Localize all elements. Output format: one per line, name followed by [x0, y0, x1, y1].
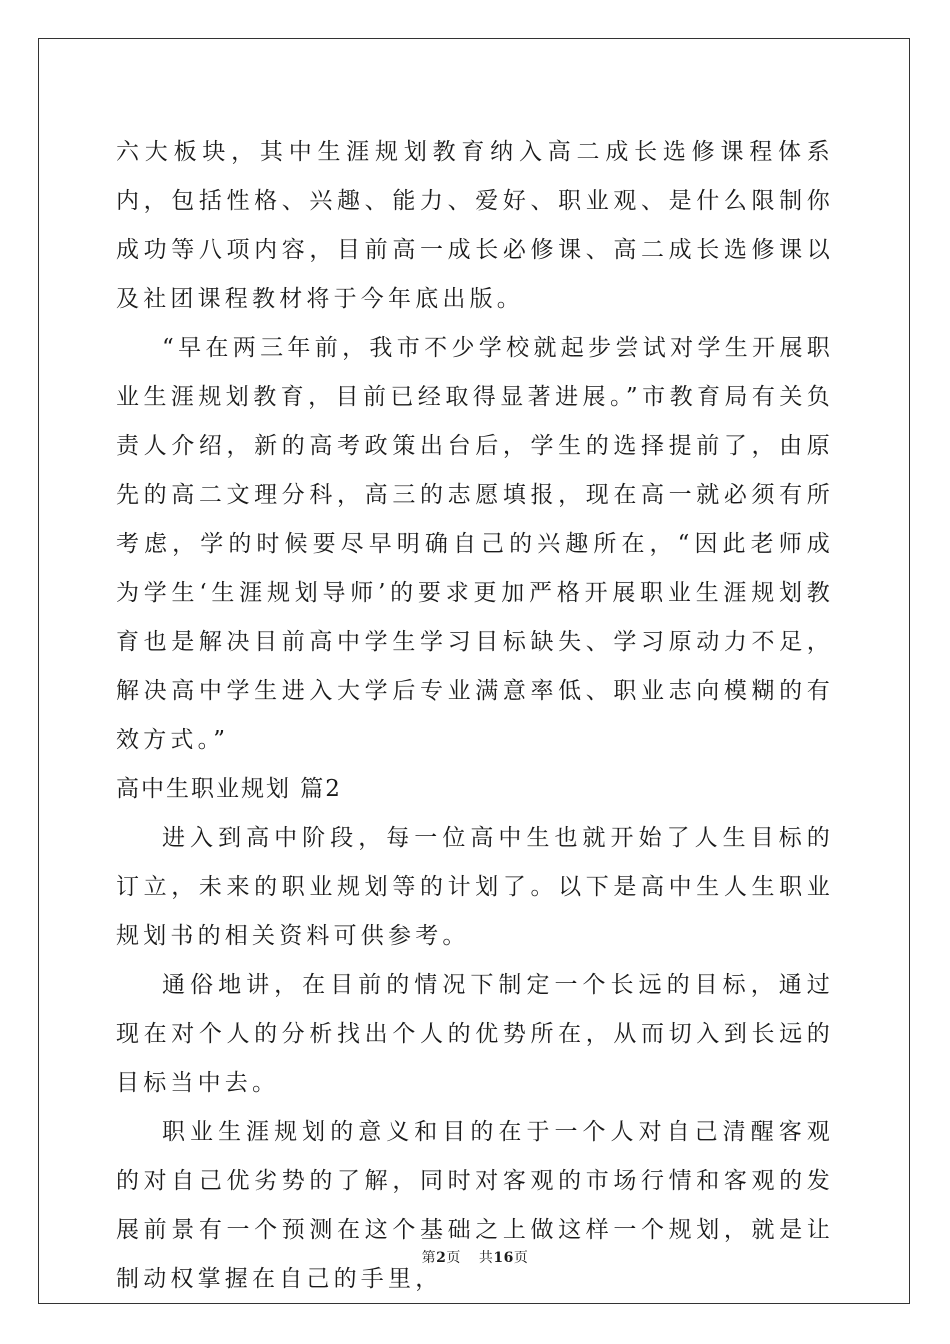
paragraph-2: “早在两三年前，我市不少学校就起步尝试对学生开展职业生涯规划教育，目前已经取得显著进展。”市教育局有关负责人介绍，新的高考政策出台后，学生的选择提前了，由原先的高二文理分科，高三的志愿填报，现在高一就必须有所考虑，学的时候要尽早明确自己的兴趣所在，“因此老师成为学生‘生涯规划导师’的要求更加严格开展职业生涯规划教育也是解决目前高中学生学习目标缺失、学习原动力不足，解决高中学生进入大学后专业满意率低、职业志向模糊的有效方式。” — [116, 335, 834, 753]
paragraph-1: 六大板块，其中生涯规划教育纳入高二成长选修课程体系内，包括性格、兴趣、能力、爱好、职业观、是什么限制你成功等八项内容，目前高一成长必修课、高二成长选修课以及社团课程教材将于今年底出版。 — [116, 139, 834, 312]
section-heading: 高中生职业规划 篇2 — [116, 776, 342, 802]
section-paragraph-2: 通俗地讲，在目前的情况下制定一个长远的目标，通过现在对个人的分析找出个人的优势所在，从而切入到长远的目标当中去。 — [116, 972, 834, 1096]
page-total: 共16页 — [478, 1250, 529, 1266]
section-paragraph-3: 职业生涯规划的意义和目的在于一个人对自己清醒客观的对自己优劣势的了解，同时对客观的市场行情和客观的发展前景有一个预测在这个基础之上做这样一个规划，就是让制动权掌握在自己的手里， — [116, 1119, 834, 1292]
document-body — [116, 128, 834, 1304]
page-footer — [0, 1248, 950, 1268]
section-paragraph-1: 进入到高中阶段，每一位高中生也就开始了人生目标的订立，未来的职业规划等的计划了。以下是高中生人生职业规划书的相关资料可供参考。 — [116, 825, 834, 949]
page-number: 第2页 — [421, 1250, 461, 1266]
